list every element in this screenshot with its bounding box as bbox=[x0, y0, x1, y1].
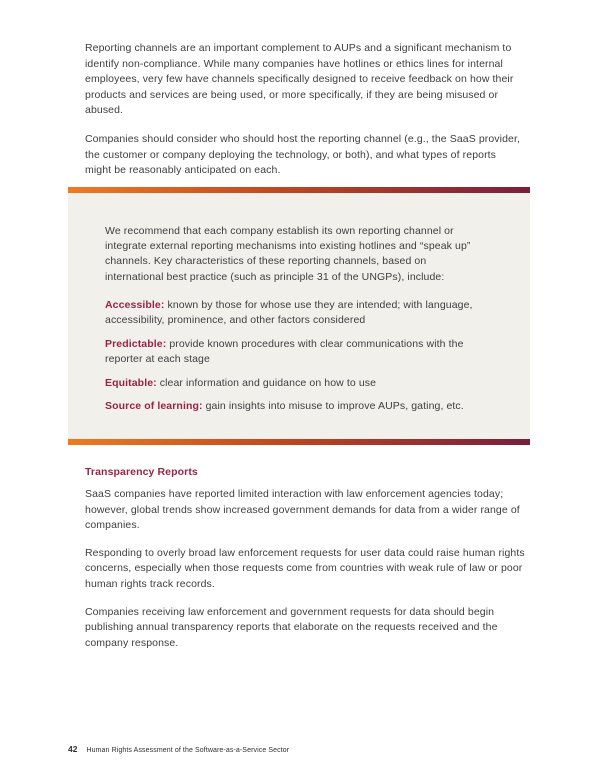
callout-item-desc: provide known procedures with clear communications with the reporter at each stage bbox=[105, 337, 464, 365]
callout-item-desc: gain insights into misuse to improve AUPs, gating, etc. bbox=[205, 400, 464, 413]
callout-body bbox=[68, 193, 530, 439]
callout-item-term: Predictable: bbox=[105, 337, 167, 350]
section-heading-transparency-reports: Transparency Reports bbox=[85, 466, 198, 478]
paragraph-overly-broad-requests: Responding to overly broad law enforcement requests for user data could raise human rights concerns, especially when those requests come from countries with weak rule of law or poor human rights track records. bbox=[85, 546, 525, 590]
callout-item-term: Equitable: bbox=[105, 376, 157, 389]
paragraph-channel-hosting: Companies should consider who should host the reporting channel (e.g., the SaaS provider, the customer or company deploying the technology, or both), and what types of reports might be reasonably anticipated on each. bbox=[85, 132, 520, 177]
callout-item-accessible bbox=[105, 298, 485, 328]
page-number: 42 bbox=[68, 744, 78, 754]
paragraph-publishing-reports: Companies receiving law enforcement and government requests for data should begin publishing annual transparency reports that elaborate on the requests received and the company response. bbox=[85, 605, 498, 649]
paragraph-reporting-channels: Reporting channels are an important complement to AUPs and a significant mechanism to identify non-compliance. While many companies have hotlines or ethics lines for internal employees, very few have channels specifically designed to receive feedback on how their products and services are being used, or more specifically, if they are being misused or abused. bbox=[85, 42, 514, 117]
recommendation-callout bbox=[68, 187, 530, 445]
callout-intro: We recommend that each company establish its own reporting channel or integrate external reporting mechanisms into existing hotlines and “speak up” channels. Key characteristics of these reporting channels, based on international best practice (such as principle 31 of the UNGPs), include: bbox=[105, 225, 471, 283]
page-footer bbox=[68, 744, 289, 754]
callout-item-equitable bbox=[105, 376, 485, 391]
callout-item-term: Accessible: bbox=[105, 298, 165, 311]
paragraph-saas-interaction: SaaS companies have reported limited interaction with law enforcement agencies today; however, global trends show increased government demands for data from a wider range of companies. bbox=[85, 488, 520, 532]
callout-item-desc: known by those for whose use they are intended; with language, accessibility, prominence, and other factors considered bbox=[105, 298, 473, 327]
gradient-bar-bottom bbox=[68, 439, 530, 445]
callout-item-predictable bbox=[105, 337, 485, 367]
intro-copy bbox=[85, 41, 525, 179]
callout-item-source-of-learning bbox=[105, 399, 485, 414]
footer-title: Human Rights Assessment of the Software-as-a-Service Sector bbox=[86, 747, 290, 754]
callout-item-desc: clear information and guidance on how to use bbox=[159, 376, 377, 389]
callout-item-term: Source of learning: bbox=[105, 400, 203, 413]
transparency-reports-section bbox=[85, 466, 525, 651]
